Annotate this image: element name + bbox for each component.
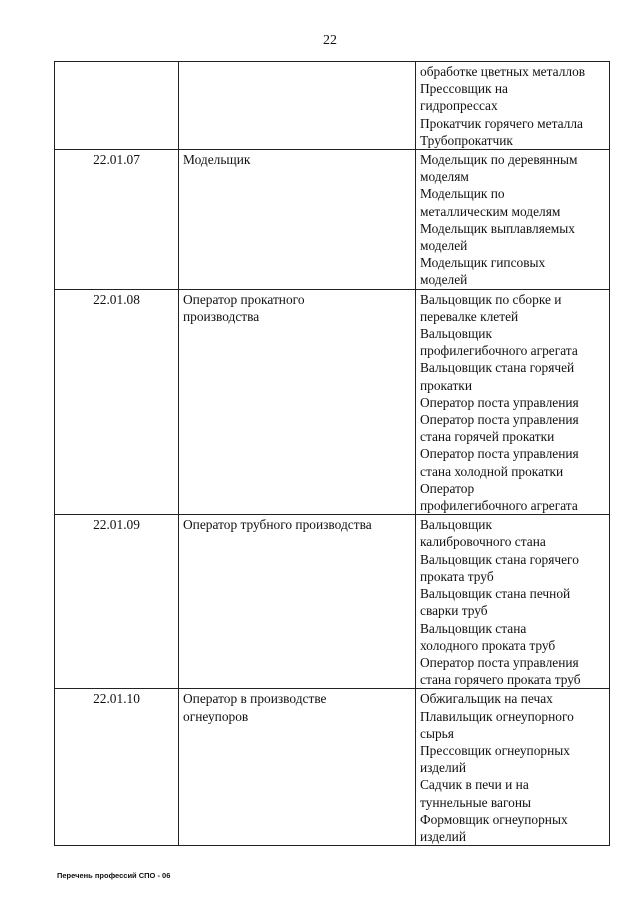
- qualifications-cell: [416, 150, 610, 290]
- profession-code: 22.01.08: [55, 289, 179, 515]
- qualification-item: Модельщик по металлическим моделям: [420, 186, 561, 219]
- table-row: [55, 689, 610, 846]
- professions-table-body: [55, 62, 610, 846]
- qualifications-cell: [416, 515, 610, 689]
- qualification-item: Оператор поста управления: [420, 394, 579, 410]
- profession-name: Модельщик: [179, 150, 416, 290]
- qualification-item: Вальцовщик стана горячей прокатки: [420, 360, 575, 393]
- qualification-item: Вальцовщик калибровочного стана: [420, 517, 546, 550]
- profession-name: Оператор трубного производства: [179, 515, 416, 689]
- profession-code: 22.01.07: [55, 150, 179, 290]
- qualification-item: обработке цветных металлов: [420, 64, 586, 79]
- qualification-item: Обжигальщик на печах: [420, 691, 553, 707]
- qualifications-cell: [416, 689, 610, 846]
- qualification-item: Оператор поста управления стана горячего проката труб: [420, 654, 581, 688]
- qualification-item: Прессовщик на гидропрессах: [420, 81, 508, 114]
- qualification-item: Оператор поста управления стана горячей прокатки: [420, 412, 579, 445]
- qualification-item: Формовщик огнеупорных изделий: [420, 811, 568, 844]
- profession-name: Оператор прокатного производства: [179, 289, 416, 515]
- qualification-item: Прокатчик горячего металла: [420, 115, 583, 131]
- qualification-item: Вальцовщик по сборке и перевалке клетей: [420, 291, 562, 324]
- qualification-item: Модельщик выплавляемых моделей: [420, 220, 575, 254]
- qualification-item: Трубопрокатчик: [420, 132, 513, 148]
- qualification-item: Оператор поста управления стана холодной прокатки: [420, 446, 579, 479]
- qualification-item: Садчик в печи и на туннельные вагоны: [420, 777, 531, 810]
- qualification-item: Вальцовщик профилегибочного агрегата: [420, 326, 578, 359]
- qualification-item: Вальцовщик стана холодного проката труб: [420, 620, 556, 653]
- footer-note: Перечень профессий СПО - 06: [57, 871, 171, 880]
- qualification-item: Плавильщик огнеупорного сырья: [420, 708, 574, 741]
- profession-code: [55, 62, 179, 150]
- table-row: [55, 289, 610, 515]
- qualification-item: Вальцовщик стана горячего проката труб: [420, 551, 579, 584]
- qualifications-cell: [416, 62, 610, 150]
- table-row: [55, 62, 610, 150]
- profession-code: 22.01.10: [55, 689, 179, 846]
- qualification-item: Модельщик по деревянным моделям: [420, 152, 578, 185]
- profession-code: 22.01.09: [55, 515, 179, 689]
- profession-name: Оператор в производстве огнеупоров: [179, 689, 416, 846]
- qualification-item: Оператор профилегибочного агрегата: [420, 480, 578, 514]
- qualification-item: Вальцовщик стана печной сварки труб: [420, 586, 571, 619]
- professions-table: [54, 61, 610, 846]
- qualifications-cell: [416, 289, 610, 515]
- table-row: [55, 515, 610, 689]
- profession-name: [179, 62, 416, 150]
- qualification-item: Модельщик гипсовых моделей: [420, 255, 546, 288]
- page-number: 22: [323, 33, 337, 48]
- table-row: [55, 150, 610, 290]
- qualification-item: Прессовщик огнеупорных изделий: [420, 742, 570, 776]
